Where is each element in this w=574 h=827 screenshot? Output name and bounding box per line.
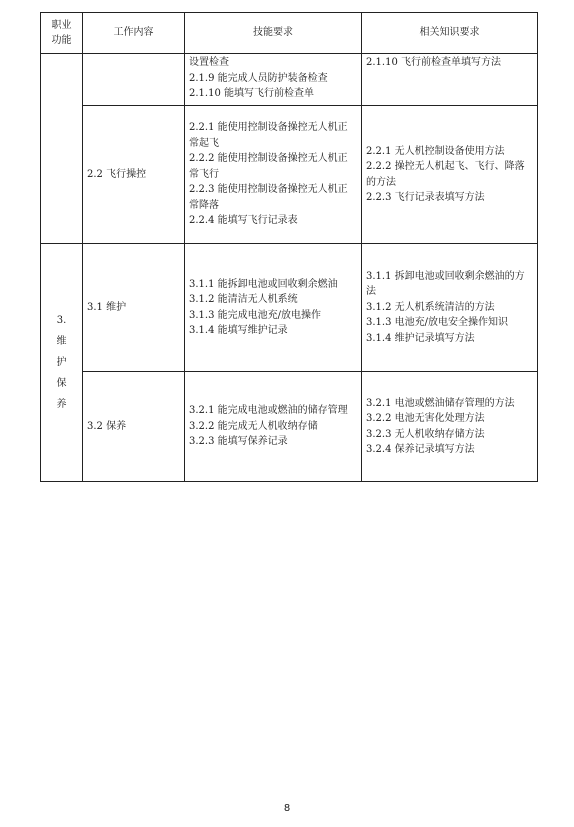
skill-item: 设置检查 (189, 57, 229, 68)
knowledge-item: 3.1.3 电池充/放电安全操作知识 (366, 317, 508, 329)
table-row (41, 244, 538, 372)
header-knowledge-requirements: 相关知识要求 (362, 13, 538, 54)
skill-item: 2.2.2 能使用控制设备操控无人机正常飞行 (189, 153, 348, 180)
function-char: 保 (56, 378, 67, 389)
header-function-line: 职业 (51, 19, 72, 31)
skill-requirements-table (40, 12, 538, 482)
skill-item: 2.2.1 能使用控制设备操控无人机正常起飞 (189, 122, 348, 149)
knowledge-item: 2.2.3 飞行记录表填写方法 (366, 192, 485, 203)
skills-cell (185, 54, 362, 106)
page-number: 8 (283, 803, 291, 814)
function-cell (41, 54, 83, 244)
skills-cell (185, 372, 362, 482)
table-header-row (41, 13, 538, 54)
skill-item: 3.1.1 能拆卸电池或回收剩余燃油 (189, 278, 338, 290)
skill-item: 3.1.2 能清洁无人机系统 (189, 294, 298, 305)
skill-item: 2.1.10 能填写飞行前检查单 (189, 88, 314, 99)
work-content-cell: 3.1 维护 (83, 244, 185, 372)
function-char: 养 (56, 399, 67, 410)
function-char: 3. (56, 315, 67, 326)
header-work-content: 工作内容 (83, 13, 185, 54)
header-function-line: 功能 (51, 35, 72, 46)
work-content-cell: 3.2 保养 (83, 372, 185, 482)
table-row (41, 106, 538, 244)
knowledge-item: 2.2.1 无人机控制设备使用方法 (366, 145, 505, 157)
knowledge-cell (362, 372, 538, 482)
function-char: 护 (56, 357, 67, 368)
knowledge-cell (362, 244, 538, 372)
knowledge-item: 3.1.4 维护记录填写方法 (366, 332, 475, 344)
knowledge-cell (362, 54, 538, 106)
skill-item: 3.2.2 能完成无人机收纳存储 (189, 420, 318, 432)
knowledge-item: 3.2.1 电池或燃油储存管理的方法 (366, 397, 515, 409)
knowledge-item: 3.2.3 无人机收纳存储方法 (366, 428, 485, 440)
skill-item: 2.2.3 能使用控制设备操控无人机正常降落 (189, 184, 348, 211)
knowledge-item: 3.1.2 无人机系统清洁的方法 (366, 301, 495, 313)
knowledge-cell (362, 106, 538, 244)
function-char: 维 (56, 336, 67, 347)
knowledge-item: 3.2.4 保养记录填写方法 (366, 444, 475, 455)
skills-cell (185, 244, 362, 372)
skill-item: 3.2.3 能填写保养记录 (189, 436, 288, 448)
knowledge-item: 3.1.1 拆卸电池或回收剩余燃油的方法 (366, 270, 525, 298)
skill-item: 3.1.4 能填写维护记录 (189, 325, 288, 336)
knowledge-item: 2.2.2 操控无人机起飞、飞行、降落的方法 (366, 161, 525, 188)
skill-item: 3.2.1 能完成电池或燃油的储存管理 (189, 405, 348, 417)
knowledge-item: 3.2.2 电池无害化处理方法 (366, 413, 485, 424)
table-row (41, 372, 538, 482)
knowledge-item: 2.1.10 飞行前检查单填写方法 (366, 57, 501, 68)
function-cell-maintenance (41, 244, 83, 482)
skill-item: 2.2.4 能填写飞行记录表 (189, 215, 298, 227)
table-row (41, 54, 538, 106)
work-content-cell: 2.2 飞行操控 (83, 106, 185, 244)
skills-cell (185, 106, 362, 244)
header-skill-requirements: 技能要求 (185, 13, 362, 54)
header-function (41, 13, 83, 54)
skill-item: 2.1.9 能完成人员防护装备检查 (189, 72, 328, 84)
skill-item: 3.1.3 能完成电池充/放电操作 (189, 309, 321, 321)
work-content-cell (83, 54, 185, 106)
